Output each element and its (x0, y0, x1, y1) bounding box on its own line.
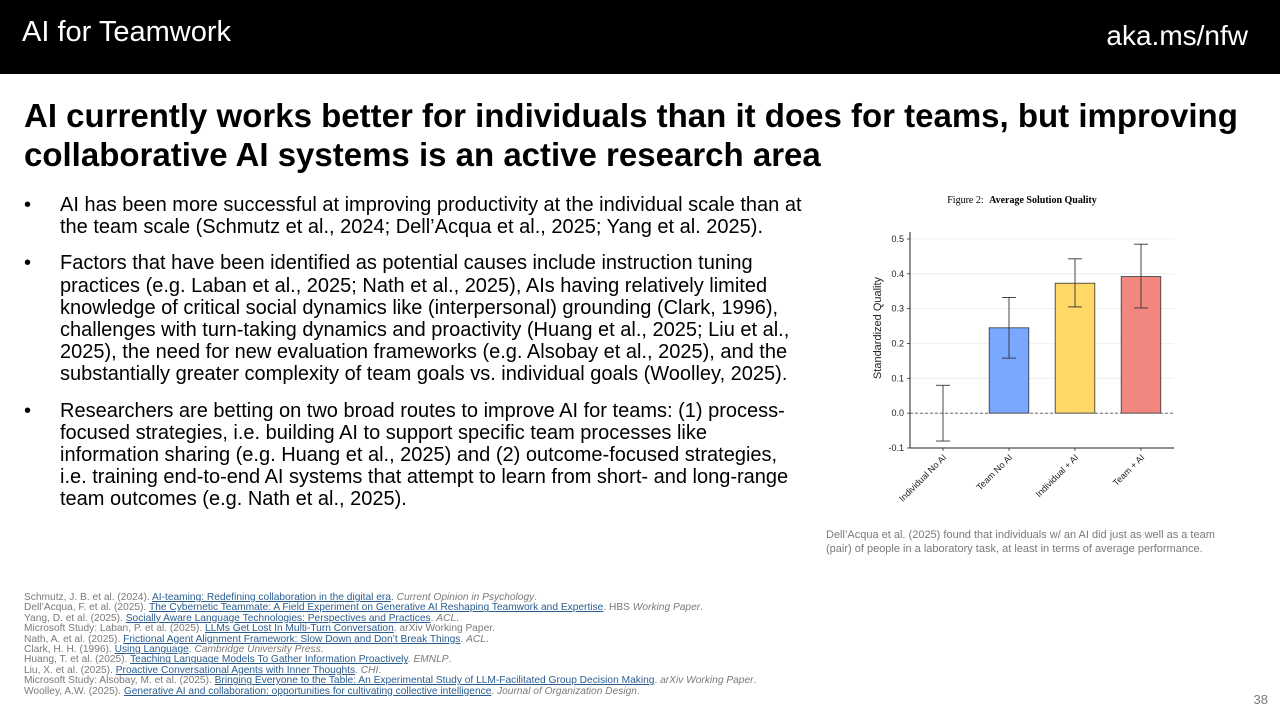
reference-link[interactable]: LLMs Get Lost In Multi-Turn Conversation (205, 623, 394, 635)
chart-y-tick-label: 0.4 (891, 268, 904, 279)
reference-venue: EMNLP (413, 654, 449, 666)
reference-authors: Schmutz, J. B. et al. (2024). (24, 592, 152, 603)
short-link[interactable]: aka.ms/nfw (1106, 20, 1248, 51)
chart-x-tick-label: Individual No AI (897, 452, 949, 504)
chart-caption: Dell’Acqua et al. (2025) found that individuals w/ an AI did just as well as a team (pair) of people in a laboratory task, at least in terms of average performance. (826, 529, 1215, 555)
reference-venue: ACL (466, 633, 486, 645)
reference-link[interactable]: The Cybernetic Teammate: A Field Experiment on Generative AI Reshaping Teamwork and Expertise (148, 602, 604, 614)
reference-venue: CHI (360, 664, 379, 676)
reference-separator: . (460, 633, 467, 645)
reference-end: . (448, 654, 452, 666)
reference-link[interactable]: Frictional Agent Alignment Framework: Slow Down and Don’t Break Things (123, 633, 461, 645)
reference-link[interactable]: Bringing Everyone to the Table: An Experimental Study of LLM-Facilitated Group Decision Making (214, 675, 655, 687)
reference-venue: Working Paper (632, 602, 701, 614)
bullet-icon: • (24, 399, 32, 422)
reference-authors: Yang, D. et al. (2025). (24, 612, 126, 624)
chart-title-main: Average Solution Quality (989, 195, 1097, 206)
bullet-text: Researchers are betting on two broad routes to improve AI for teams: (1) process-focused strategies, i.e. building AI to support specific team processes like information sharing (e.g. Huang et al., 2025) and (2) outcome-focused strategies, i.e. training end-to-end AI systems that attempt to learn from short- and long-range team outcomes (e.g. Nath et al., 2025). (60, 399, 789, 511)
reference-separator: . (355, 664, 361, 676)
references-list (24, 593, 1024, 697)
reference-venue: arXiv Working Paper (660, 675, 754, 687)
reference-authors: Nath, A. et al. (2025). (24, 633, 124, 645)
reference-end: . (320, 644, 324, 656)
reference-end: . (700, 602, 703, 614)
reference-link[interactable]: Proactive Conversational Agents with Inner Thoughts (115, 664, 356, 676)
reference-end: . (456, 612, 459, 624)
reference-separator: . (430, 612, 437, 624)
reference-venue: ACL (436, 612, 457, 624)
chart-y-tick-label: 0.3 (891, 303, 904, 314)
reference-item (24, 687, 1024, 697)
reference-link[interactable]: Generative AI and collaboration: opportunities for cultivating collective intelligence (123, 685, 492, 697)
chart-x-tick-label: Team + AI (1110, 452, 1147, 488)
reference-venue: Current Opinion in Psychology (396, 592, 535, 603)
bullet-icon: • (24, 252, 32, 275)
chart-y-tick-label: 0.5 (891, 233, 904, 244)
reference-end: . (485, 633, 489, 645)
top-banner (0, 0, 1280, 74)
chart-y-tick-label: 0.1 (891, 373, 904, 384)
reference-separator: . (188, 644, 195, 656)
reference-venue: Cambridge University Press (194, 644, 321, 656)
reference-end: . (534, 592, 538, 603)
chart-y-axis-label: Standardized Quality (872, 276, 884, 380)
slide-headline: AI currently works better for individuals than it does for teams, but improving collaborative AI systems is an active research area (24, 97, 1238, 173)
chart-y-tick-label: 0.0 (891, 408, 904, 419)
reference-authors: Microsoft Study: Laban, P. et al. (2025). (24, 623, 206, 635)
reference-authors: Microsoft Study: Alsobay, M. et al. (2025). (24, 675, 215, 687)
page-number: 38 (1253, 692, 1268, 707)
bullet-item (24, 252, 804, 385)
reference-separator: . (654, 675, 661, 687)
reference-separator: . (407, 654, 414, 666)
reference-authors: Woolley, A.W. (2025). (24, 685, 124, 697)
reference-venue: Journal of Organization Design (497, 685, 637, 697)
solution-quality-chart (862, 186, 1192, 516)
reference-separator: . (491, 685, 498, 697)
reference-link[interactable]: Teaching Language Models To Gather Information Proactively (130, 654, 408, 666)
chart-x-tick-label: Team No AI (974, 452, 1015, 493)
reference-end: . (378, 664, 382, 676)
bullet-text: Factors that have been identified as potential causes include instruction tuning practices (e.g. Laban et al., 2025; Nath et al., 2025), AIs having relatively limited knowledge of critical social dynamics like (interpersonal) grounding (Clark, 1996), challenges with turn-taking dynamics and proactivity (Huang et al., 2025; Liu et al., 2025), the need for new evaluation frameworks (e.g. Alsobay et al., 2025), and the substantially greater complexity of team goals vs. individual goals (Woolley, 2025). (60, 252, 790, 386)
bullet-text: AI has been more successful at improving productivity at the individual scale than at the team scale (Schmutz et al., 2024; Dell’Acqua et al., 2025; Yang et al. 2025). (60, 194, 802, 239)
chart-x-tick-label: Individual + AI (1033, 452, 1081, 500)
reference-link[interactable]: Using Language (114, 644, 189, 656)
bullet-item (24, 400, 804, 511)
reference-separator: . HBS (603, 602, 633, 614)
reference-separator: . (390, 592, 397, 603)
bullet-icon: • (24, 194, 32, 216)
reference-link[interactable]: AI-teaming: Redefining collaboration in the digital era (151, 592, 391, 603)
reference-authors: Dell’Acqua, F. et al. (2025). (24, 602, 149, 614)
reference-link[interactable]: Socially Aware Language Technologies: Perspectives and Practices (125, 612, 431, 624)
reference-separator: . arXiv Working Paper. (393, 623, 495, 635)
bullet-list (24, 194, 804, 525)
reference-end: . (753, 675, 757, 687)
reference-end: . (636, 685, 640, 697)
chart-title (947, 195, 1096, 206)
chart-y-tick-label: -0.1 (888, 443, 904, 453)
reference-authors: Liu, X. et al. (2025). (24, 664, 116, 676)
reference-authors: Clark, H. H. (1996). (24, 644, 115, 656)
reference-authors: Huang, T. et al. (2025). (24, 654, 131, 666)
section-title: AI for Teamwork (22, 16, 231, 48)
chart-y-tick-label: 0.2 (891, 338, 904, 349)
bullet-item (24, 194, 804, 238)
chart-title-prefix: Figure 2: (947, 195, 984, 206)
